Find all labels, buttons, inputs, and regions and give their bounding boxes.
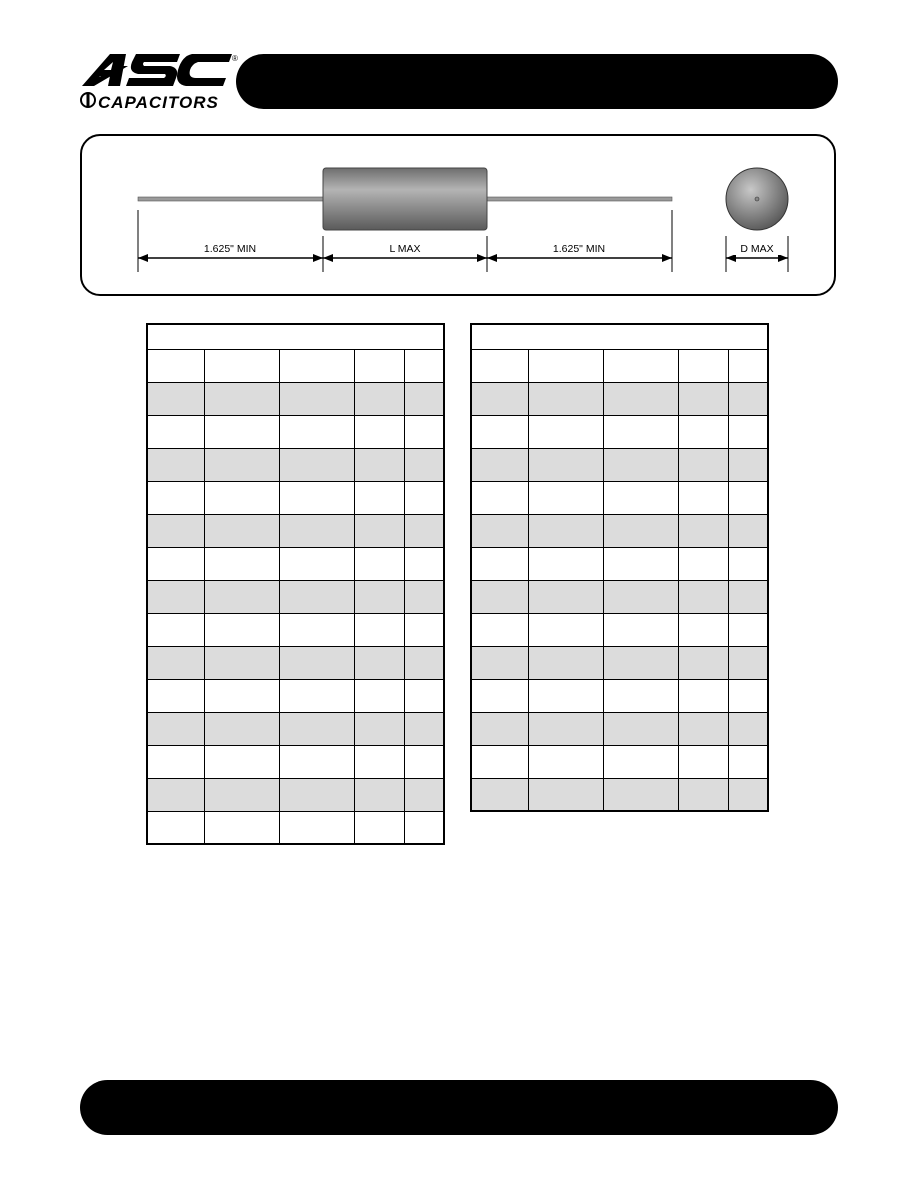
table-row — [471, 679, 768, 712]
table-row — [147, 712, 444, 745]
table-row — [471, 646, 768, 679]
table-row — [147, 382, 444, 415]
table-row — [147, 778, 444, 811]
lead-length-left-label: 1.625" MIN — [203, 243, 257, 255]
svg-text:®: ® — [232, 54, 238, 63]
spec-table-right — [470, 323, 769, 812]
table-title-cell — [147, 324, 444, 349]
table-row — [147, 481, 444, 514]
table-row — [147, 811, 444, 844]
asc-capacitors-logo — [80, 52, 240, 114]
table-row — [471, 745, 768, 778]
table-row — [147, 448, 444, 481]
table-row — [147, 514, 444, 547]
table-row — [471, 778, 768, 811]
lead-length-right-label: 1.625" MIN — [552, 243, 606, 255]
table-row — [471, 481, 768, 514]
table-row — [471, 580, 768, 613]
header-bar — [236, 54, 838, 109]
capacitor-dimension-diagram — [80, 134, 836, 296]
diameter-label: D MAX — [740, 243, 774, 255]
table-title-row — [471, 324, 768, 349]
table-row — [471, 415, 768, 448]
body-length-label: L MAX — [389, 243, 421, 255]
table-header-row — [471, 349, 768, 382]
table-row — [147, 745, 444, 778]
table-row — [471, 712, 768, 745]
table-row — [147, 547, 444, 580]
table-row — [147, 415, 444, 448]
table-row — [147, 580, 444, 613]
capacitor-body — [323, 168, 487, 230]
table-row — [471, 382, 768, 415]
table-title-row — [147, 324, 444, 349]
spec-table-left — [146, 323, 445, 845]
capacitor-end-view — [726, 168, 788, 230]
table-row — [471, 448, 768, 481]
table-row — [471, 613, 768, 646]
table-title-cell — [471, 324, 768, 349]
svg-text:CAPACITORS: CAPACITORS — [98, 93, 219, 112]
table-row — [471, 547, 768, 580]
table-row — [471, 514, 768, 547]
table-row — [147, 646, 444, 679]
table-row — [147, 679, 444, 712]
footer-bar — [80, 1080, 838, 1135]
table-row — [147, 613, 444, 646]
table-header-row — [147, 349, 444, 382]
